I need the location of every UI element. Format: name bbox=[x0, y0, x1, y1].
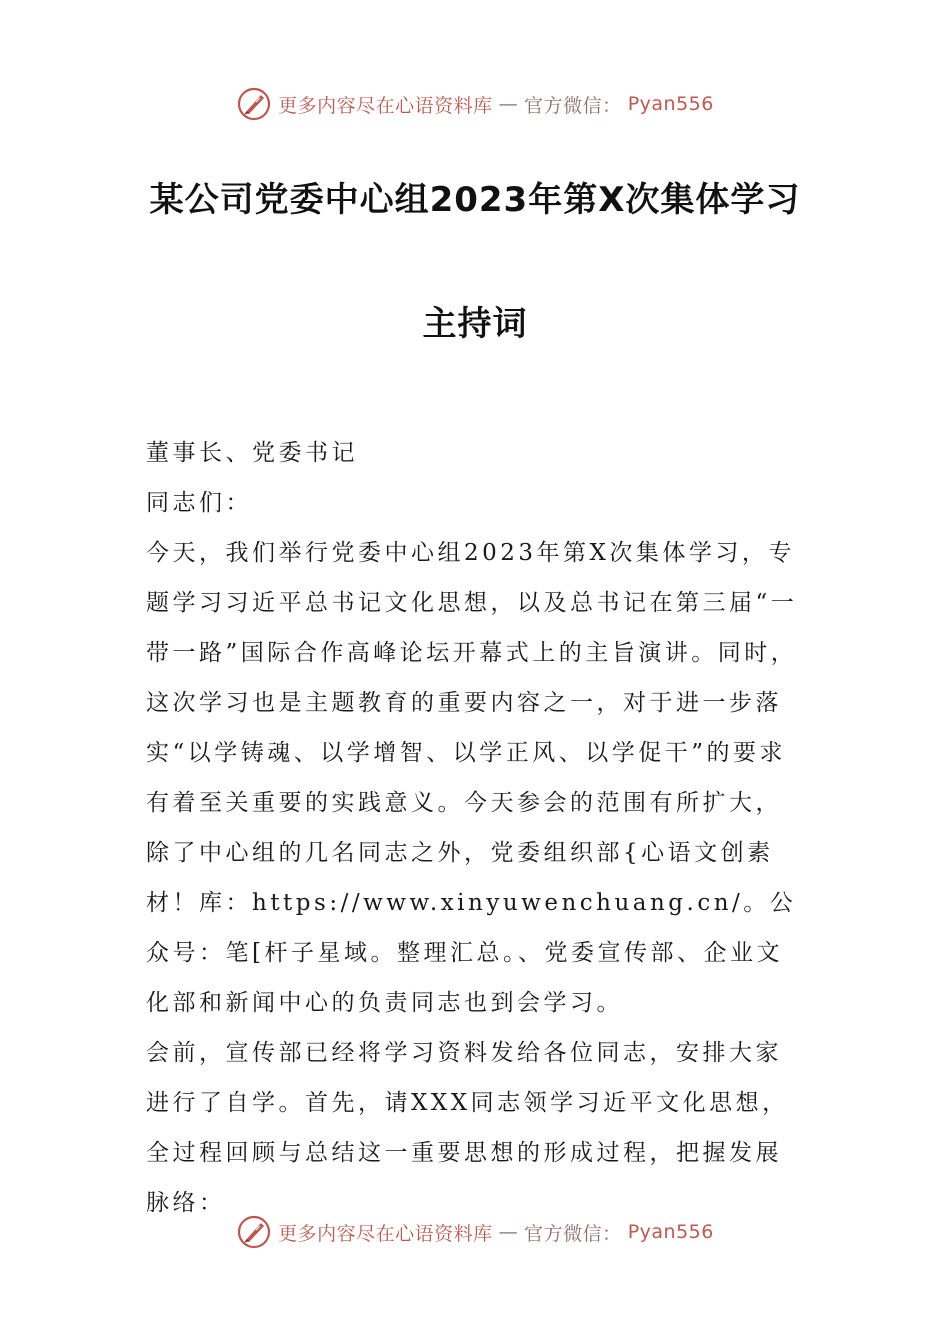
quill-logo-icon bbox=[236, 1214, 272, 1250]
paragraph-salutation-2: 同志们： bbox=[146, 490, 252, 516]
watermark-site-text: 更多内容尽在心语资料库 bbox=[278, 1222, 493, 1245]
header-watermark bbox=[0, 84, 950, 124]
watermark-wechat-label: 官方微信： bbox=[524, 1222, 622, 1245]
document-body bbox=[146, 428, 806, 1228]
paragraph-body-2: 会前，宣传部已经将学习资料发给各位同志，安排大家进行了自学。首先，请XXX同志领学习近平文化思想，全过程回顾与总结这一重要思想的形成过程，把握发展脉络： bbox=[146, 1040, 789, 1216]
watermark-dash: — bbox=[498, 93, 519, 115]
watermark-dash: — bbox=[498, 1221, 519, 1243]
watermark-wechat-id: Pyan556 bbox=[627, 1221, 714, 1243]
watermark-site-text: 更多内容尽在心语资料库 bbox=[278, 94, 493, 117]
quill-logo-icon bbox=[236, 86, 272, 122]
paragraph-body-1: 今天，我们举行党委中心组2023年第X次集体学习，专题学习习近平总书记文化思想，以及总书记在第三届“一带一路”国际合作高峰论坛开幕式上的主旨演讲。同时，这次学习也是主题教育的重要内容之一，对于进一步落实“以学铸魂、以学增智、以学正风、以学促干”的要求有着至关重要的实践意义。今天参会的范围有所扩大，除了中心组的几名同志之外，党委组织部{心语文创素材！库：https://www.xinyuwenchuang.cn/。公众号：笔[杆子星域。整理汇总。、党委宣传部、企业文化部和新闻中心的负责同志也到会学习。 bbox=[146, 540, 798, 1016]
footer-watermark bbox=[0, 1212, 950, 1252]
watermark-wechat-label: 官方微信： bbox=[524, 94, 622, 117]
document-title-line1: 某公司党委中心组2023年第X次集体学习 bbox=[149, 180, 801, 220]
paragraph-salutation-1: 董事长、党委书记 bbox=[146, 440, 358, 466]
watermark-wechat-id: Pyan556 bbox=[627, 93, 714, 115]
document-title-line2: 主持词 bbox=[422, 304, 528, 344]
